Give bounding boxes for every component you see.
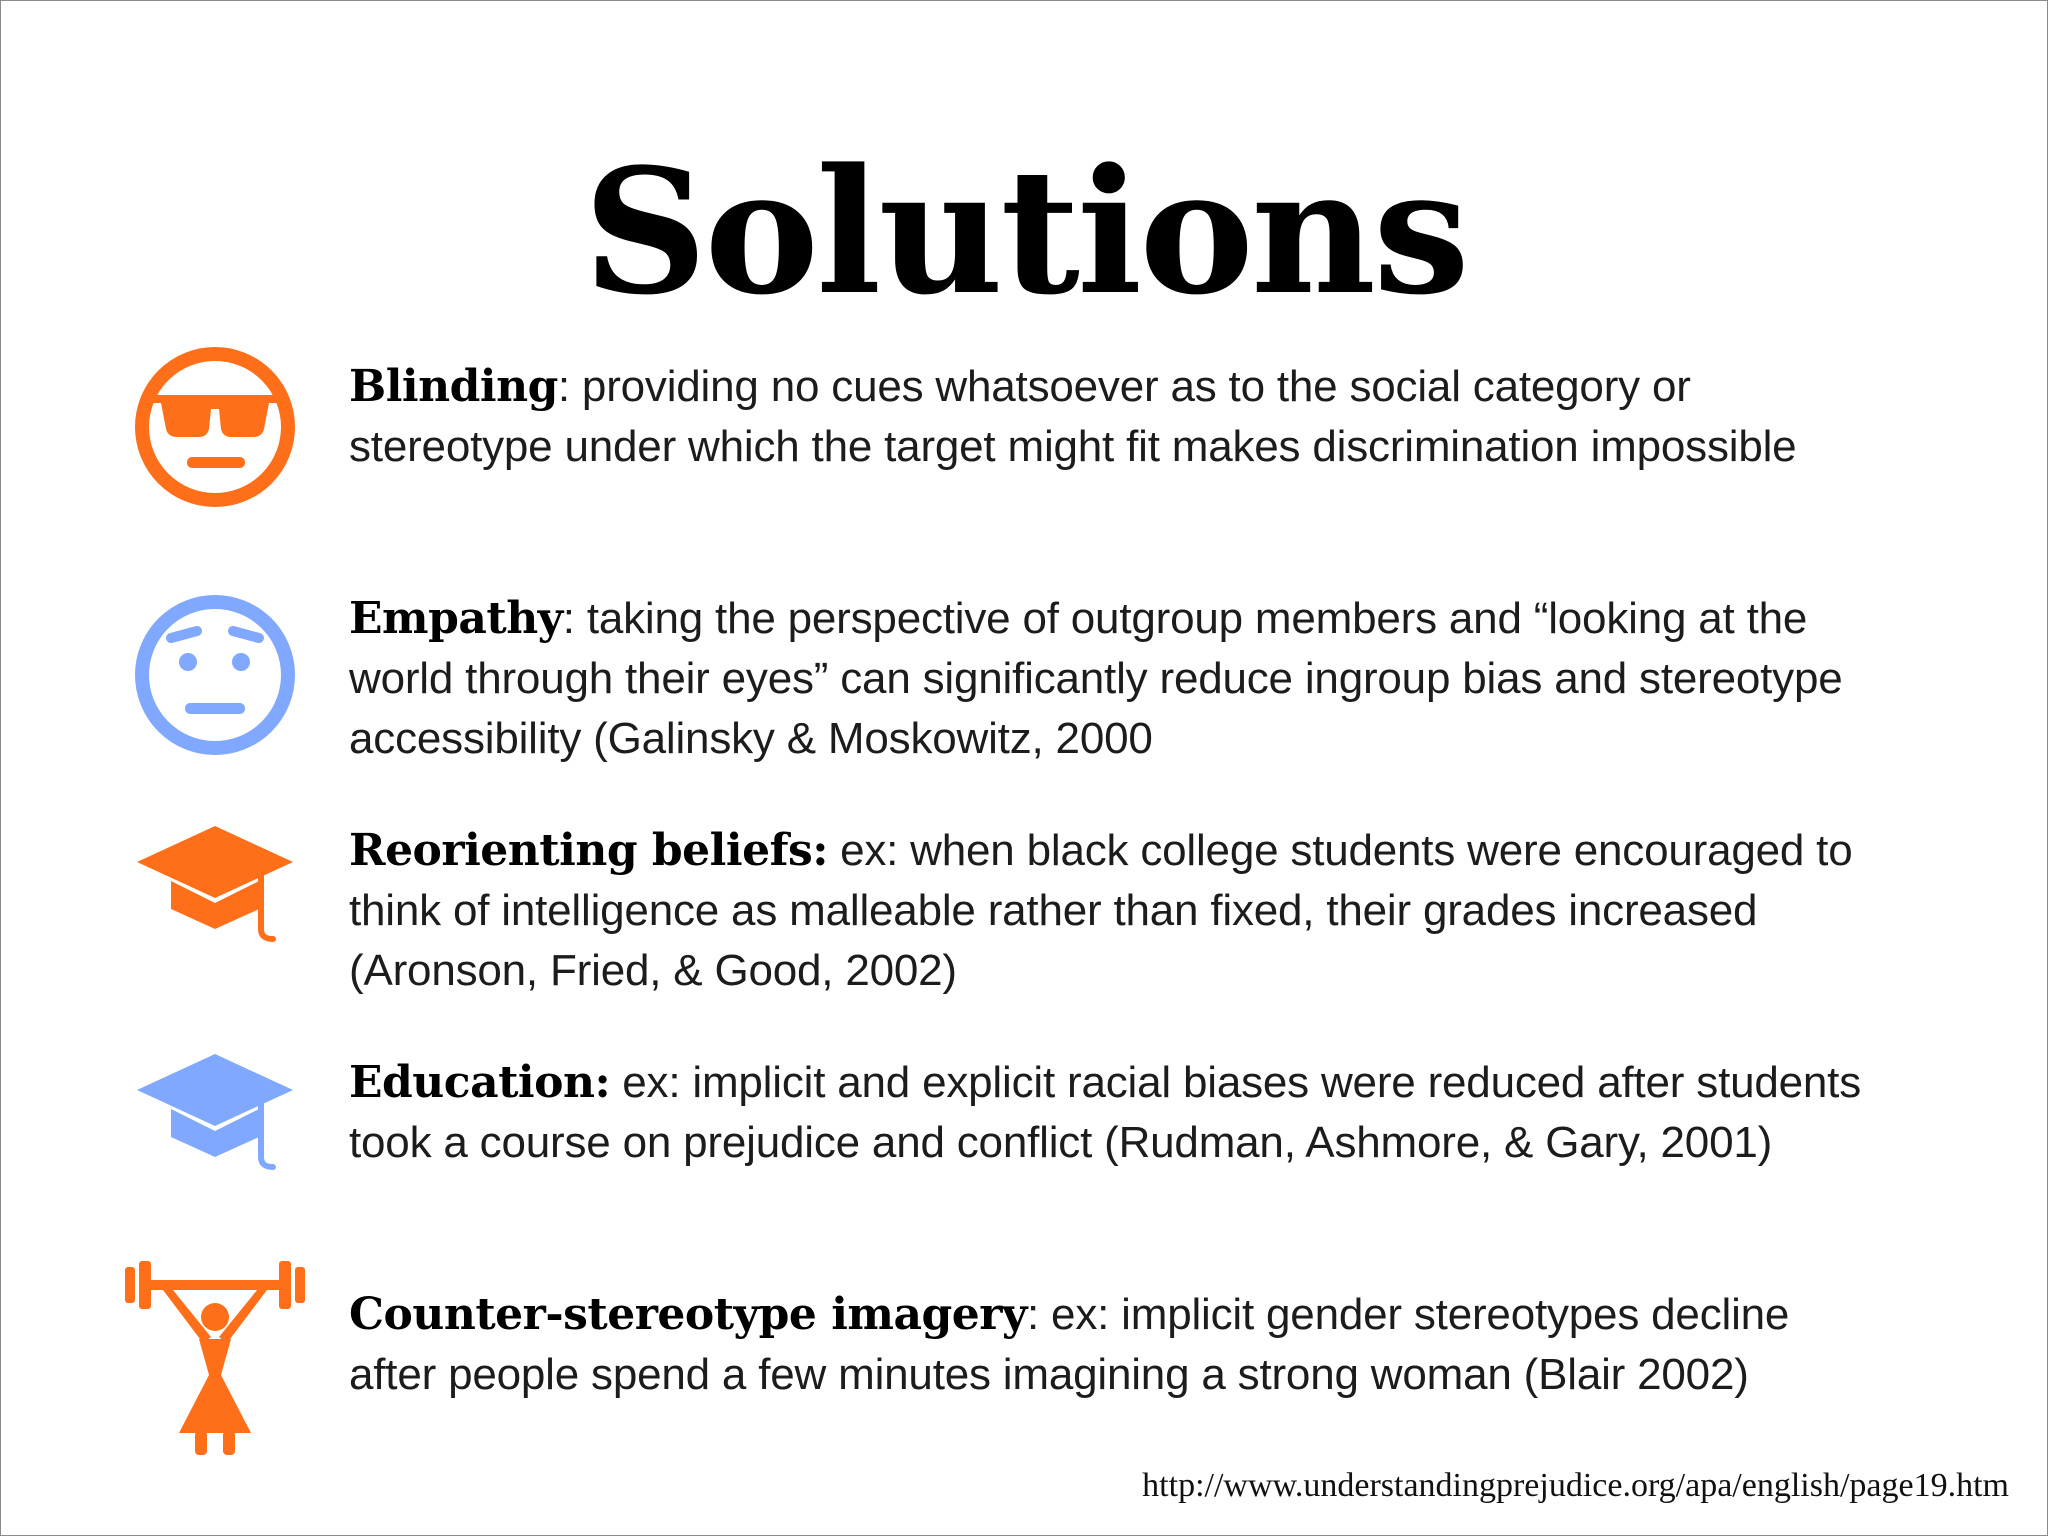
term-separator xyxy=(610,1058,622,1107)
graduation-cap-icon xyxy=(133,1051,297,1171)
solution-item-empathy xyxy=(349,589,1869,769)
solution-description: providing no cues whatsoever as to the social category or stereotype under which the target might fit makes discrimination impossible xyxy=(349,362,1797,471)
weightlifting-woman-icon xyxy=(125,1259,305,1457)
graduation-cap-icon xyxy=(133,823,297,943)
solution-term: Reorienting beliefs: xyxy=(349,825,829,876)
solution-term: Counter-stereotype imagery xyxy=(349,1289,1027,1340)
term-separator: : xyxy=(562,594,587,643)
slide-title: Solutions xyxy=(583,130,1467,333)
solution-description: taking the perspective of outgroup members and “looking at the world through their eyes” can significantly reduce ingroup bias and stereotype accessibility (Galinsky & Moskowitz, 2000 xyxy=(349,594,1843,763)
solution-description: ex: when black college students were encouraged to think of intelligence as malleable rather than fixed, their grades increased (Aronson, Fried, & Good, 2002) xyxy=(349,826,1853,995)
term-separator xyxy=(828,826,840,875)
solution-term: Education: xyxy=(349,1057,611,1108)
term-separator: : xyxy=(557,362,582,411)
solution-description: ex: implicit and explicit racial biases were reduced after students took a course on prejudice and conflict (Rudman, Ashmore, & Gary, 2001) xyxy=(349,1058,1862,1167)
solution-description: ex: implicit gender stereotypes decline after people spend a few minutes imagining a strong woman (Blair 2002) xyxy=(349,1290,1790,1399)
solution-item-counter-stereotype-imagery xyxy=(349,1285,1869,1405)
term-separator: : xyxy=(1026,1290,1052,1339)
solution-term: Blinding xyxy=(349,361,558,412)
solution-term: Empathy xyxy=(349,593,563,644)
worried-face-icon xyxy=(131,591,299,759)
solution-item-education xyxy=(349,1053,1869,1173)
solution-item-reorienting-beliefs xyxy=(349,821,1869,1001)
sunglasses-face-icon xyxy=(131,343,299,511)
solution-item-blinding xyxy=(349,357,1869,477)
source-url: http://www.understandingprejudice.org/apa/english/page19.htm xyxy=(1142,1467,2009,1504)
